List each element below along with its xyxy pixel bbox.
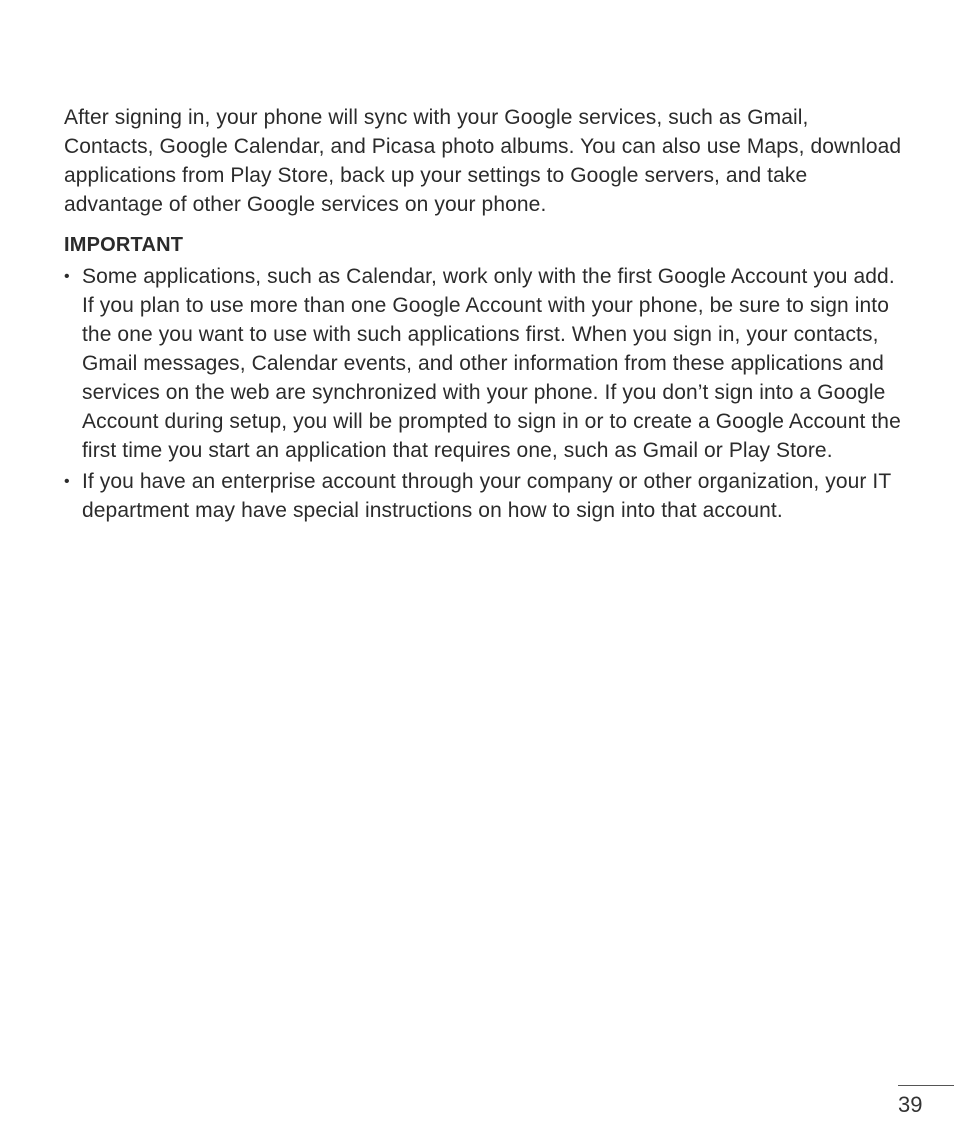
important-heading: IMPORTANT [64,234,184,256]
list-item [64,262,904,465]
bullet-icon: • [64,473,70,490]
bullet-icon: • [64,268,70,285]
important-list [64,262,904,525]
list-item-text: Some applications, such as Calendar, work only with the first Google Account you add. If you plan to use more than one Google Account with your phone, be sure to sign into the one you want to use with such applications first. When you sign in, your contacts, Gmail messages, Calendar events, and other information from these applications and services on the web are synchronized with your phone. If you don’t sign into a Google Account during setup, you will be prompted to sign in or to create a Google Account the first time you start an application that requires one, such as Gmail or Play Store. [82,265,901,462]
footer-divider [898,1085,954,1086]
list-item [64,467,904,525]
page-content [64,103,904,527]
intro-paragraph: After signing in, your phone will sync with your Google services, such as Gmail, Contacts, Google Calendar, and Picasa photo albums. You can also use Maps, download applications from Play Store, back up your settings to Google servers, and take advantage of other Google services on your phone. [64,106,902,216]
list-item-text: If you have an enterprise account through your company or other organization, your IT department may have special instructions on how to sign into that account. [82,470,891,522]
page-number: 39 [898,1092,923,1117]
